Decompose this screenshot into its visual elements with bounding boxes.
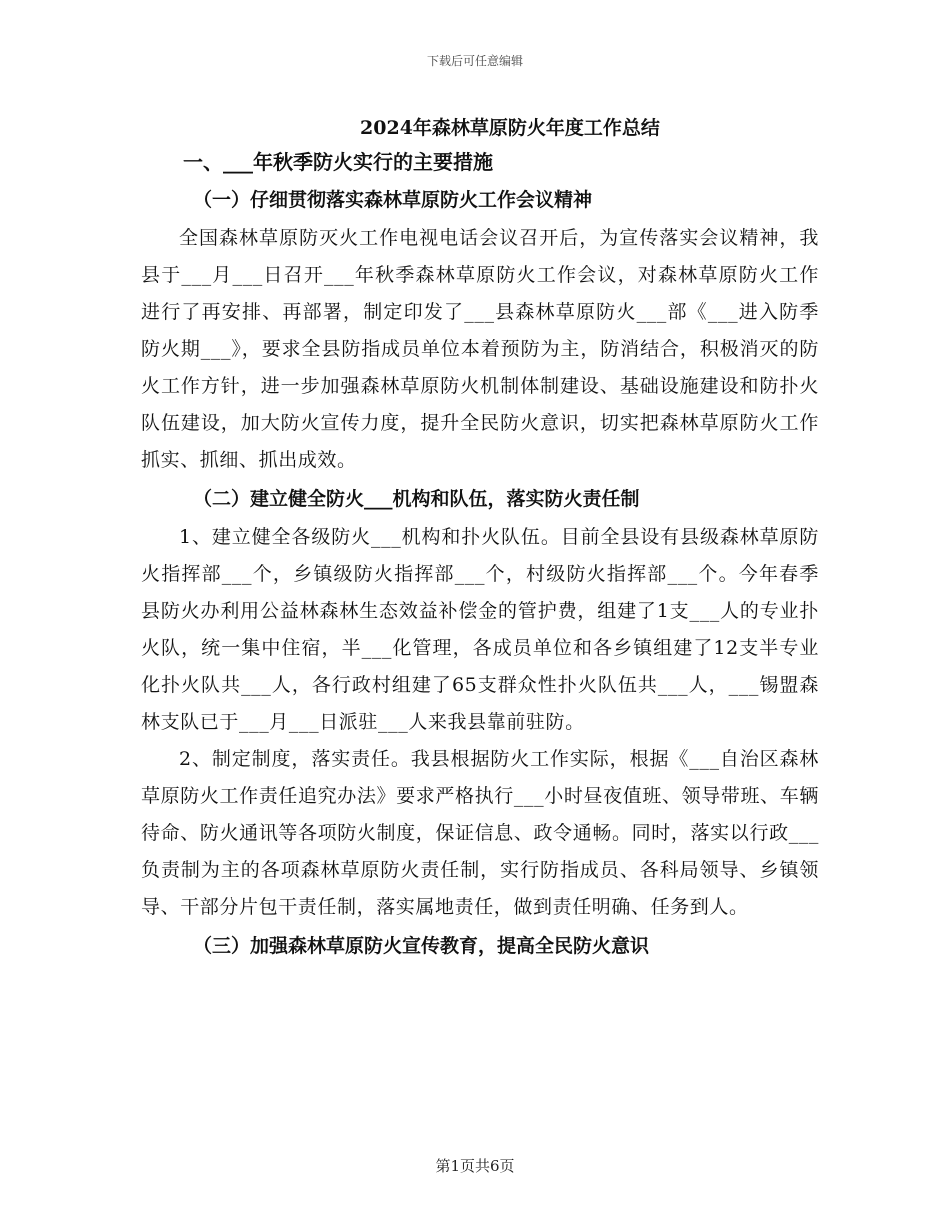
paragraph-1: 全国森林草原防灭火工作电视电话会议召开后，为宣传落实会议精神，我县于___月___日召开___年秋季森林草原防火工作会议，对森林草原防火工作进行了再安排、再部署，制定印发了___县森林草原防火___部《___进入防季防火期___》，要求全县防指成员单位本着预防为主，防消结合，积极消灭的防火工作方针，进一步加强森林草原防火机制体制建设、基础设施建设和防扑火队伍建设，加大防火宣传力度，提升全民防火意识，切实把森林草原防火工作抓实、抓细、抓出成效。 bbox=[141, 227, 819, 471]
subsection-heading-2: （二）建立健全防火___机构和队伍，落实防火责任制 bbox=[193, 488, 640, 510]
subsection-heading-3: （三）加强森林草原防火宣传教育，提高全民防火意识 bbox=[193, 935, 650, 957]
page-number: 第1页共6页 bbox=[435, 1157, 515, 1175]
page-header-note: 下载后可任意编辑 bbox=[426, 54, 523, 68]
subsection-heading-1: （一）仔细贯彻落实森林草原防火工作会议精神 bbox=[193, 189, 593, 211]
paragraph-3: 2、制定制度，落实责任。我县根据防火工作实际，根据《___自治区森林草原防火工作责任追究办法》要求严格执行___小时昼夜值班、领导带班、车辆待命、防火通讯等各项防火制度，保证信息、政令通畅。同时，落实以行政___负责制为主的各项森林草原防火责任制，实行防指成员、各科局领导、乡镇领导、干部分片包干责任制，落实属地责任，做到责任明确、任务到人。 bbox=[141, 748, 819, 918]
document-body bbox=[141, 112, 819, 966]
section-heading-1: 一、___年秋季防火实行的主要措施 bbox=[183, 150, 493, 174]
paragraph-2: 1、建立健全各级防火___机构和扑火队伍。目前全县设有县级森林草原防火指挥部___个，乡镇级防火指挥部___个，村级防火指挥部___个。今年春季县防火办利用公益林森林生态效益补偿金的管护费，组建了1支___人的专业扑火队，统一集中住宿，半___化管理，各成员单位和各乡镇组建了12支半专业化扑火队共___人，各行政村组建了65支群众性扑火队伍共___人，___锡盟森林支队已于___月___日派驻___人来我县靠前驻防。 bbox=[141, 526, 819, 733]
document-title: 2024年森林草原防火年度工作总结 bbox=[360, 117, 660, 139]
